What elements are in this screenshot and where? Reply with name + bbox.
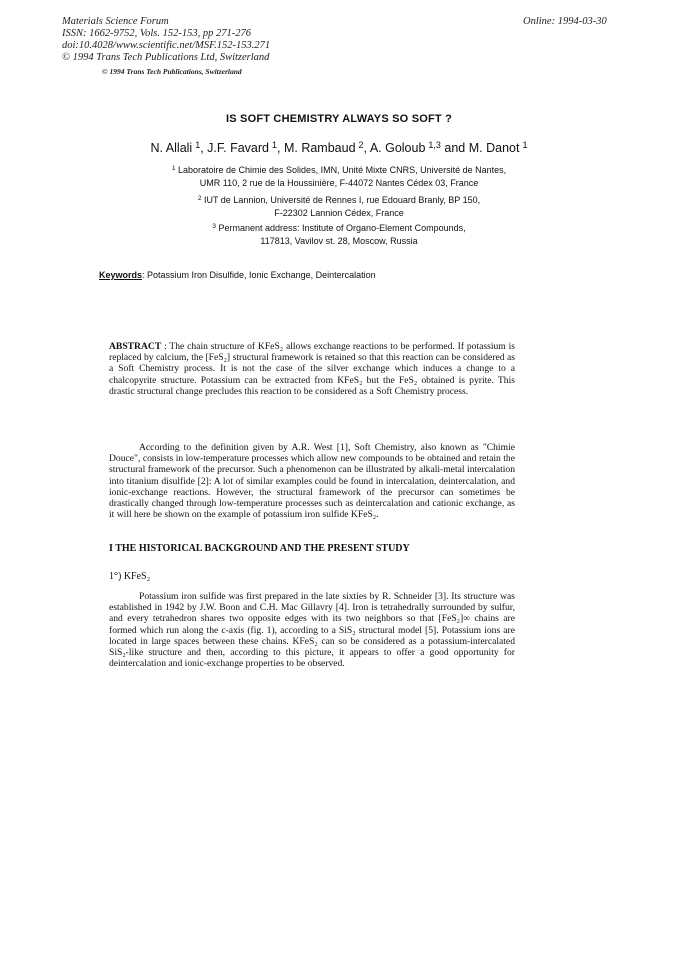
intro-paragraph: According to the definition given by A.R. West [1], Soft Chemistry, also known as "Chimie Douce", consists in low-temperature processes which allow new compounds to be obtained and retain the structural framework of the precursor. Such a phenomenon can be illustrated by alkali-metal intercalation into titanium disulfide [2]: A lot of similar examples could be found in intercalation, deintercalation, and ionic-exchange reactions. However, the structural framework of the precursor can sometimes be drastically changed through low-temperature processes such as deintercalation and cationic exchange, as it will here be shown on the example of potassium iron sulfide KFeS₂. [109,442,515,521]
issn-line: ISSN: 1662-9752, Vols. 152-153, pp 271-276 [62,28,251,39]
author-list [0,141,678,155]
copyright-line: © 1994 Trans Tech Publications Ltd, Switzerland [62,52,270,63]
affiliation-line: IUT de Lannion, Université de Rennes I, rue Edouard Branly, BP 150, [203,195,481,205]
online-date: Online: 1994-03-30 [523,16,607,27]
abstract-label: ABSTRACT [109,341,162,352]
abstract-text: : The chain structure of KFeS₂ allows exchange reactions to be performed. If potassium is replaced by calcium, the [FeS₂] structural framework is retained so that this reaction can be considered as a Soft Chemistry process. It is not the case of the silver exchange which induces a change to a chalcopyrite structure. Potassium can be extracted from KFeS₂ but the FeS₂ obtained is pyrite. This drastic structural change precludes this reaction to be considered as a Soft Chemistry process. [109,341,515,397]
abstract [109,341,515,397]
keywords-text: : Potassium Iron Disulfide, Ionic Exchange, Deintercalation [142,270,376,280]
affiliation-line: 117813, Vavilov st. 28, Moscow, Russia [260,235,418,246]
author-name: J.F. Favard [207,141,269,155]
doi-link[interactable]: doi:10.4028/www.scientific.net/MSF.152-153.271 [62,40,271,51]
affiliation-1 [0,164,678,190]
affiliation-2 [0,194,678,220]
author-affiliation-mark: 1 [195,139,201,150]
author-affiliation-mark: 1 [272,139,278,150]
affiliation-line: Permanent address: Institute of Organo-Element Compounds, [218,223,466,233]
affiliation-line: F-22302 Lannion Cédex, France [274,208,404,218]
author-name: N. Allali [150,141,193,155]
affiliation-3 [0,222,678,247]
author-name: A. Goloub [369,141,426,155]
author-affiliation-mark: 1,3 [428,139,441,150]
keywords [99,270,376,280]
affiliation-line: Laboratoire de Chimie des Solides, IMN, Unité Mixte CNRS, Université de Nantes, [177,165,507,175]
journal-name: Materials Science Forum [62,16,169,27]
paper-title: IS SOFT CHEMISTRY ALWAYS SO SOFT ? [225,113,452,125]
author-separator: , [277,141,284,155]
author-name: M. Rambaud [283,141,356,155]
subsection-heading [109,571,150,582]
affiliation-number: 1 [171,165,176,173]
keywords-label: Keywords [99,270,143,280]
author-separator: , [200,141,208,155]
affiliation-number: 3 [212,223,216,231]
publisher-line: © 1994 Trans Tech Publications, Switzerland [102,67,242,76]
subsection-heading-text: 1°) KFeS₂ [109,571,151,582]
section-heading: I THE HISTORICAL BACKGROUND AND THE PRESENT STUDY [109,543,410,554]
author-name: M. Danot [468,141,520,155]
author-affiliation-mark: 2 [358,139,364,150]
author-affiliation-mark: 1 [522,139,528,150]
author-separator: , [363,141,370,155]
affiliation-line: UMR 110, 2 rue de la Houssinière, F-44072 Nantes Cédex 03, France [199,178,479,188]
body-paragraph: Potassium iron sulfide was first prepared in the late sixties by R. Schneider [3]. Its structure was established in 1942 by J.W. Boon and C.H. Mac Gillavry [4]. Iron is tetrahedrally surrounded by sulfur, and every tetrahedron shares two opposite edges with its two neighbors so that [FeS₂]∞ chains are formed which run along the c-axis (fig. 1), according to a SiS₂ structural model [5]. Potassium ions are located in large spaces between these chains. KFeS₂ can so be considered as a potassium-intercalated SiS₂-like structure and then, according to this picture, it appears to offer a good opportunity for deintercalation and ionic-exchange properties to be observed. [109,591,515,670]
author-separator: and [440,141,469,155]
affiliation-number: 2 [197,195,202,203]
